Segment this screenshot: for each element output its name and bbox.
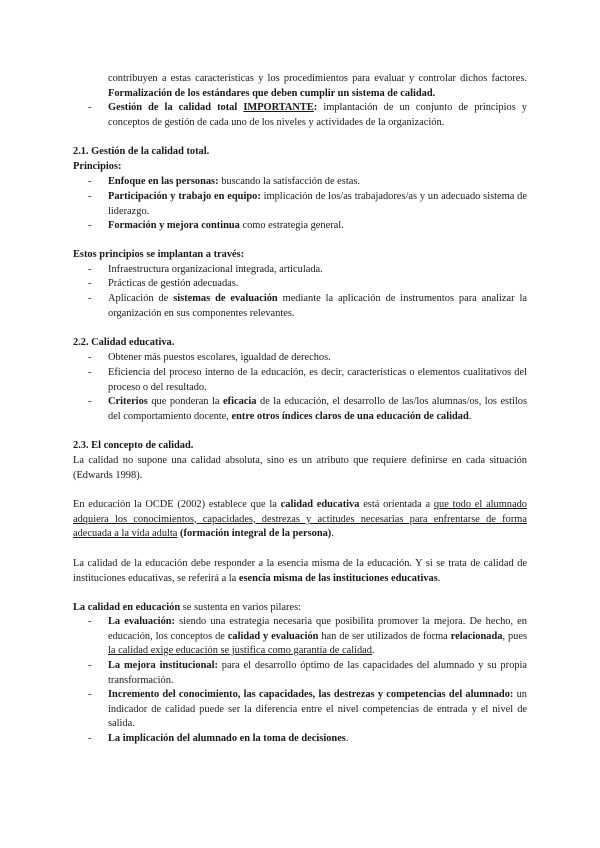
section-heading: 2.1. Gestión de la calidad total. [73,146,210,157]
section-heading: 2.2. Calidad educativa. [73,337,175,348]
paragraph: La calidad no supone una calidad absoluta, sino es un atributo que requiere definirse en cada situación (Edwards 1998). [73,455,527,481]
list-item: - La implicación del alumnado en la toma de decisiones. [88,733,349,744]
list-item: - Eficiencia del proceso interno de la educación, es decir, características o elementos cualitativos del proceso o del resultado. [88,367,527,393]
list-item: - La mejora institucional: para el desarrollo óptimo de las capacidades del alumnado y su propia transformación. [88,660,527,686]
section-heading: 2.3. El concepto de calidad. [73,440,194,451]
paragraph: La calidad en educación se sustenta en varios pilares: [73,602,302,613]
implant-label: Estos principios se implantan a través: [73,249,245,260]
list-item: - Incremento del conocimiento, las capacidades, las destrezas y competencias del alumnado: un indicador de calidad puede ser la diferencia entre el nivel competencias de entrada y el nivel de salida. [88,689,527,730]
list-item: - Gestión de la calidad total IMPORTANTE: implantación de un conjunto de principios y conceptos de gestión de cada uno de los niveles y actividades de la organización. [88,102,527,128]
intro-continuation: contribuyen a estas características y los procedimientos para evaluar y controlar dichos factores. Formalización de los estándares que deben cumplir un sistema de calidad. [108,73,527,99]
list-item: - Criterios que ponderan la eficacia de la educación, el desarrollo de las/los alumnas/os, los estilos del comportamiento docente, entre otros índices claros de una educación de calidad. [88,396,527,422]
list-item: - Prácticas de gestión adecuadas. [88,278,239,289]
list-item: - Enfoque en las personas: buscando la satisfacción de estas. [88,176,360,187]
list-item: - Obtener más puestos escolares, igualdad de derechos. [88,352,331,363]
list-item: - Participación y trabajo en equipo: implicación de los/as trabajadores/as y un adecuado sistema de liderazgo. [88,191,527,217]
principles-label: Principios: [73,161,122,172]
list-item: - Aplicación de sistemas de evaluación mediante la aplicación de instrumentos para analizar la organización en sus componentes relevantes. [88,293,527,319]
list-item: - La evaluación: siendo una estrategia necesaria que posibilita promover la mejora. De hecho, en educación, los conceptos de calidad y evaluación han de ser utilizados de forma relacionada, pues la calidad exige educación se justifica como garantía de calidad. [88,616,527,657]
list-item: - Formación y mejora continua como estrategia general. [88,220,344,231]
list-item: - Infraestructura organizacional integrada, articulada. [88,264,323,275]
paragraph: En educación la OCDE (2002) establece que la calidad educativa está orientada a que todo el alumnado adquiera los conocimientos, capacidades, destrezas y actitudes necesarias para enfrentarse de forma adecuada a la vida adulta (formación integral de la persona). [73,499,528,540]
paragraph: La calidad de la educación debe responder a la esencia misma de la educación. Y si se trata de calidad de instituciones educativas, se referirá a la esencia misma de las instituciones educativas. [73,558,527,584]
